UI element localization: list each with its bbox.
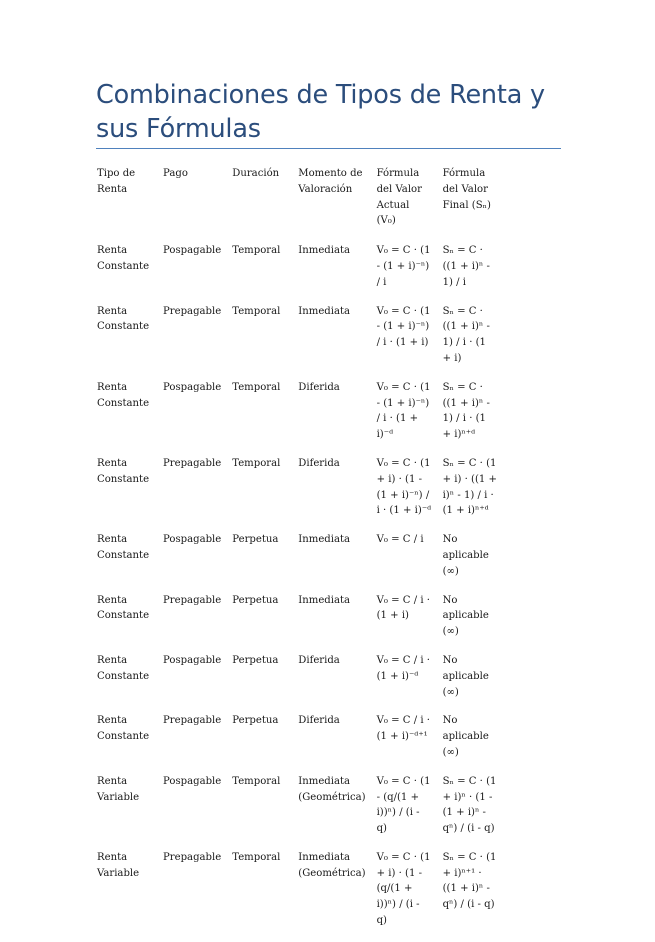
- cell-momento: Inmediata: [298, 534, 351, 546]
- renta-formulas-table: [92, 166, 504, 942]
- table-row: [92, 850, 504, 942]
- cell-valor-actual: V₀ = C / i · (1 + i)⁻ᵈ⁺¹: [376, 715, 430, 743]
- table-row: [92, 456, 504, 532]
- cell-pago: Pospagable: [163, 245, 222, 257]
- cell-pago: Prepagable: [163, 305, 222, 317]
- cell-tipo: Renta Constante: [97, 305, 150, 333]
- cell-duracion: Perpetua: [232, 715, 279, 727]
- cell-momento: Inmediata: [298, 245, 351, 257]
- cell-valor-final: Sₙ = C · ((1 + i)ⁿ - 1) / i: [442, 245, 490, 288]
- cell-valor-actual: V₀ = C · (1 + i) · (1 - (1 + i)⁻ⁿ) / i · (1 + i)⁻ᵈ: [376, 457, 432, 517]
- cell-valor-actual: V₀ = C · (1 - (1 + i)⁻ⁿ) / i · (1 + i)⁻ᵈ: [376, 381, 431, 441]
- cell-tipo: Renta Constante: [97, 715, 150, 743]
- cell-valor-final: Sₙ = C · (1 + i) · ((1 + i)ⁿ - 1) / i · (1 + i)ⁿ⁺ᵈ: [442, 457, 497, 517]
- cell-pago: Pospagable: [163, 381, 222, 393]
- table-row: [92, 653, 504, 713]
- header-momento-de-valoracion: Momento de Valoración: [298, 168, 363, 195]
- cell-duracion: Temporal: [232, 457, 281, 469]
- cell-valor-actual: V₀ = C / i · (1 + i)⁻ᵈ: [376, 654, 430, 682]
- cell-tipo: Renta Variable: [97, 775, 140, 803]
- table-row: [92, 304, 504, 380]
- cell-duracion: Perpetua: [232, 534, 279, 546]
- cell-momento: Inmediata (Geométrica): [298, 775, 366, 803]
- cell-valor-final: Sₙ = C · ((1 + i)ⁿ - 1) / i · (1 + i)ⁿ⁺ᵈ: [442, 381, 490, 441]
- cell-pago: Pospagable: [163, 654, 222, 666]
- cell-pago: Prepagable: [163, 457, 222, 469]
- cell-valor-actual: V₀ = C · (1 + i) · (1 - (q/(1 + i))ⁿ) / (i - q): [376, 851, 431, 927]
- table-row: [92, 243, 504, 303]
- cell-valor-actual: V₀ = C / i · (1 + i): [376, 594, 430, 622]
- cell-momento: Inmediata: [298, 305, 351, 317]
- cell-valor-final: Sₙ = C · (1 + i)ⁿ · (1 - (1 + i)ⁿ - qⁿ) / (i - q): [442, 775, 497, 835]
- cell-valor-actual: V₀ = C · (1 - (q/(1 + i))ⁿ) / (i - q): [376, 775, 431, 835]
- cell-valor-actual: V₀ = C · (1 - (1 + i)⁻ⁿ) / i · (1 + i): [376, 305, 431, 349]
- cell-duracion: Temporal: [232, 305, 281, 317]
- table-row: [92, 774, 504, 850]
- cell-momento: Inmediata (Geométrica): [298, 851, 366, 879]
- cell-tipo: Renta Constante: [97, 245, 150, 272]
- cell-momento: Inmediata: [298, 594, 351, 606]
- header-pago: Pago: [163, 168, 188, 179]
- cell-valor-final: No aplicable (∞): [442, 654, 489, 698]
- cell-momento: Diferida: [298, 654, 340, 666]
- cell-valor-final: No aplicable (∞): [442, 715, 489, 758]
- cell-duracion: Perpetua: [232, 594, 279, 606]
- cell-momento: Diferida: [298, 457, 340, 469]
- cell-pago: Prepagable: [163, 715, 222, 727]
- cell-valor-actual: V₀ = C · (1 - (1 + i)⁻ⁿ) / i: [376, 245, 431, 288]
- page-title: Combinaciones de Tipos de Renta y sus Fórmulas: [96, 80, 545, 144]
- cell-pago: Pospagable: [163, 775, 222, 787]
- cell-duracion: Temporal: [232, 851, 281, 863]
- title-divider: [96, 148, 561, 149]
- cell-tipo: Renta Constante: [97, 381, 150, 409]
- header-duracion: Duración: [232, 168, 280, 179]
- table-row: [92, 593, 504, 653]
- table-row: [92, 713, 504, 773]
- cell-pago: Prepagable: [163, 594, 222, 606]
- header-tipo-de-renta: Tipo de Renta: [97, 168, 136, 195]
- cell-duracion: Temporal: [232, 245, 281, 257]
- header-formula-valor-actual: Fórmula del Valor Actual (V₀): [376, 168, 422, 227]
- table-header-row: [92, 166, 504, 243]
- cell-tipo: Renta Constante: [97, 594, 150, 622]
- cell-valor-final: No aplicable (∞): [442, 534, 489, 577]
- cell-valor-final: No aplicable (∞): [442, 594, 489, 638]
- cell-valor-final: Sₙ = C · ((1 + i)ⁿ - 1) / i · (1 + i): [442, 305, 490, 364]
- cell-tipo: Renta Constante: [97, 654, 150, 682]
- table-row: [92, 380, 504, 456]
- cell-tipo: Renta Variable: [97, 851, 140, 879]
- header-formula-valor-final: Fórmula del Valor Final (Sₙ): [442, 168, 491, 211]
- cell-pago: Prepagable: [163, 851, 222, 863]
- cell-duracion: Temporal: [232, 775, 281, 787]
- cell-duracion: Temporal: [232, 381, 281, 393]
- cell-pago: Pospagable: [163, 534, 222, 546]
- cell-tipo: Renta Constante: [97, 457, 150, 485]
- cell-momento: Diferida: [298, 715, 340, 727]
- table-row: [92, 532, 504, 592]
- cell-duracion: Perpetua: [232, 654, 279, 666]
- cell-momento: Diferida: [298, 381, 340, 393]
- cell-tipo: Renta Constante: [97, 534, 150, 561]
- cell-valor-final: Sₙ = C · (1 + i)ⁿ⁺¹ · ((1 + i)ⁿ - qⁿ) / (i - q): [442, 851, 497, 911]
- cell-valor-actual: V₀ = C / i: [376, 534, 424, 546]
